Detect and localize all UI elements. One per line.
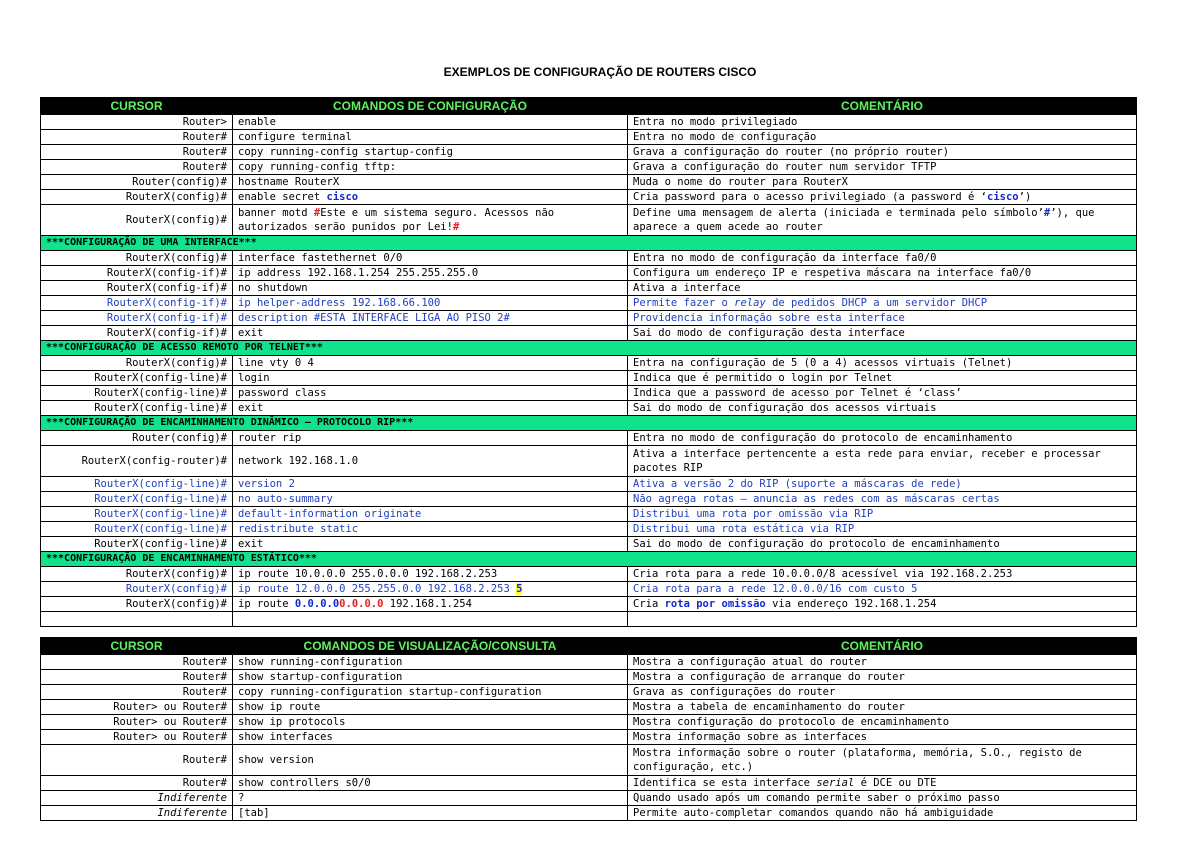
text-part: banner motd [238, 207, 314, 219]
command-cell: configure terminal [233, 130, 628, 145]
command-cell: copy running-configuration startup-configuration [233, 685, 628, 700]
text-part: via endereço 192.168.1.254 [765, 598, 937, 610]
text-part: ’), que aparece a quem acede ao router [633, 207, 1095, 233]
config-row [41, 145, 1137, 160]
config-row [41, 130, 1137, 145]
text-part: Cria [633, 598, 665, 610]
cursor-cell: RouterX(config-if)# [41, 326, 233, 341]
command-cell: copy running-config startup-config [233, 145, 628, 160]
config-row [41, 205, 1137, 236]
command-cell: line vty 0 4 [233, 356, 628, 371]
cursor-cell: Router# [41, 670, 233, 685]
comment-cell: Entra no modo de configuração da interface fa0/0 [628, 251, 1137, 266]
config-row [41, 597, 1137, 612]
config-row [41, 326, 1137, 341]
view-table [40, 637, 1137, 821]
red-marker: # [313, 207, 321, 219]
cursor-cell: Router(config)# [41, 431, 233, 446]
section-row [41, 552, 1137, 567]
spacer-row [41, 612, 1137, 627]
config-table [40, 97, 1137, 627]
view-row [41, 685, 1137, 700]
view-row [41, 806, 1137, 821]
command-cell: default-information originate [233, 507, 628, 522]
cursor-cell: Router# [41, 745, 233, 776]
text-part: Identifica se esta interface [633, 777, 817, 789]
section-title: ***CONFIGURAÇÃO DE UMA INTERFACE*** [41, 236, 1137, 251]
highlight-text: cisco [987, 191, 1019, 203]
command-cell: version 2 [233, 477, 628, 492]
config-row [41, 582, 1137, 597]
config-row [41, 296, 1137, 311]
cursor-cell: Router> ou Router# [41, 700, 233, 715]
comment-cell: Entra no modo de configuração do protocolo de encaminhamento [628, 431, 1137, 446]
comment-cell: Entra no modo privilegiado [628, 115, 1137, 130]
comment-cell: Ativa a interface pertencente a esta rede para enviar, receber e processar pacotes RIP [628, 446, 1137, 477]
command-cell: description #ESTA INTERFACE LIGA AO PISO 2# [233, 311, 628, 326]
comment-cell: Entra na configuração de 5 (0 a 4) acessos virtuais (Telnet) [628, 356, 1137, 371]
cursor-cell: RouterX(config)# [41, 582, 233, 597]
comment-cell [628, 190, 1137, 205]
comment-cell: Grava a configuração do router num servidor TFTP [628, 160, 1137, 175]
command-cell: show ip protocols [233, 715, 628, 730]
comment-cell [628, 296, 1137, 311]
config-row [41, 371, 1137, 386]
config-row [41, 537, 1137, 552]
command-cell: exit [233, 401, 628, 416]
cursor-cell: Router> ou Router# [41, 715, 233, 730]
command-cell: show interfaces [233, 730, 628, 745]
view-row [41, 776, 1137, 791]
comment-cell: Sai do modo de configuração dos acessos virtuais [628, 401, 1137, 416]
cursor-cell: Router# [41, 776, 233, 791]
comment-cell: Não agrega rotas – anuncia as redes com as máscaras certas [628, 492, 1137, 507]
command-cell: no shutdown [233, 281, 628, 296]
command-cell: router rip [233, 431, 628, 446]
command-cell: redistribute static [233, 522, 628, 537]
config-row [41, 190, 1137, 205]
config-row [41, 492, 1137, 507]
cursor-cell: RouterX(config)# [41, 356, 233, 371]
empty-cell [233, 612, 628, 627]
text-part: Permite fazer o [633, 297, 735, 309]
comment-cell: Mostra a configuração de arranque do router [628, 670, 1137, 685]
config-row [41, 401, 1137, 416]
comment-cell: Mostra informação sobre as interfaces [628, 730, 1137, 745]
italic-text: relay [734, 297, 766, 309]
cursor-cell: Router> [41, 115, 233, 130]
command-cell: hostname RouterX [233, 175, 628, 190]
text-part: de pedidos DHCP a um servidor DHCP [765, 297, 988, 309]
cursor-cell: RouterX(config)# [41, 190, 233, 205]
view-row [41, 670, 1137, 685]
cursor-cell: RouterX(config)# [41, 597, 233, 612]
text-part: Cria password para o acesso privilegiado (a password é ‘ [633, 191, 988, 203]
command-cell: enable [233, 115, 628, 130]
cursor-cell: Indiferente [41, 806, 233, 821]
text-part: é DCE ou DTE [854, 777, 937, 789]
text-part: Define uma mensagem de alerta (iniciada e terminada pelo símbolo’ [633, 207, 1044, 219]
section-row [41, 341, 1137, 356]
view-row [41, 730, 1137, 745]
cursor-cell: RouterX(config-line)# [41, 492, 233, 507]
comment-cell: Mostra informação sobre o router (plataforma, memória, S.O., registo de configuração, etc.) [628, 745, 1137, 776]
header-cursor: CURSOR [41, 98, 233, 115]
command-cell: ip helper-address 192.168.66.100 [233, 296, 628, 311]
bold-red-text: 0.0.0.0 [339, 598, 384, 610]
section-title: ***CONFIGURAÇÃO DE ENCAMINHAMENTO ESTÁTICO*** [41, 552, 1137, 567]
highlight-text: cisco [326, 191, 359, 203]
text-part: Este e um sistema seguro. Acessos não autorizados serão punidos por Lei! [238, 207, 555, 233]
config-row [41, 522, 1137, 537]
command-cell: show version [233, 745, 628, 776]
command-cell [233, 190, 628, 205]
config-row [41, 251, 1137, 266]
config-row [41, 160, 1137, 175]
comment-cell: Ativa a interface [628, 281, 1137, 296]
comment-cell: Muda o nome do router para RouterX [628, 175, 1137, 190]
comment-cell: Configura um endereço IP e respetiva máscara na interface fa0/0 [628, 266, 1137, 281]
cursor-cell: RouterX(config-router)# [41, 446, 233, 477]
config-row [41, 431, 1137, 446]
config-row [41, 386, 1137, 401]
comment-cell: Grava as configurações do router [628, 685, 1137, 700]
cursor-cell: RouterX(config)# [41, 205, 233, 236]
command-cell: exit [233, 326, 628, 341]
comment-cell [628, 597, 1137, 612]
view-row [41, 791, 1137, 806]
cursor-cell: Router> ou Router# [41, 730, 233, 745]
command-cell: copy running-config tftp: [233, 160, 628, 175]
comment-cell: Distribui uma rota por omissão via RIP [628, 507, 1137, 522]
view-row [41, 655, 1137, 670]
config-header-row [41, 98, 1137, 115]
cursor-cell: RouterX(config-line)# [41, 537, 233, 552]
config-rows [41, 115, 1137, 627]
command-cell: exit [233, 537, 628, 552]
comment-cell: Permite auto-completar comandos quando não há ambiguidade [628, 806, 1137, 821]
cursor-cell: RouterX(config-line)# [41, 477, 233, 492]
command-cell: ? [233, 791, 628, 806]
view-row [41, 700, 1137, 715]
command-cell: password class [233, 386, 628, 401]
cursor-cell: RouterX(config)# [41, 251, 233, 266]
comment-cell: Grava a configuração do router (no próprio router) [628, 145, 1137, 160]
cursor-cell: RouterX(config-line)# [41, 371, 233, 386]
comment-cell: Distribui uma rota estática via RIP [628, 522, 1137, 537]
header-comment: COMENTÁRIO [628, 638, 1137, 655]
command-cell: ip address 192.168.1.254 255.255.255.0 [233, 266, 628, 281]
section-title: ***CONFIGURAÇÃO DE ENCAMINHAMENTO DINÂMICO – PROTOCOLO RIP*** [41, 416, 1137, 431]
command-cell: show controllers s0/0 [233, 776, 628, 791]
command-cell [233, 597, 628, 612]
cursor-cell: RouterX(config-if)# [41, 281, 233, 296]
config-row [41, 175, 1137, 190]
cursor-cell: RouterX(config-if)# [41, 296, 233, 311]
section-row [41, 236, 1137, 251]
command-cell [233, 582, 628, 597]
cursor-cell: RouterX(config-line)# [41, 401, 233, 416]
comment-cell: Indica que a password de acesso por Telnet é ‘class’ [628, 386, 1137, 401]
comment-cell: Mostra a tabela de encaminhamento do router [628, 700, 1137, 715]
empty-cell [628, 612, 1137, 627]
cursor-cell: RouterX(config-line)# [41, 386, 233, 401]
cursor-cell: Router# [41, 160, 233, 175]
comment-cell: Cria rota para a rede 10.0.0.0/8 acessível via 192.168.2.253 [628, 567, 1137, 582]
bold-blue-text: rota por omissão [664, 598, 766, 610]
header-commands: COMANDOS DE CONFIGURAÇÃO [233, 98, 628, 115]
red-marker: # [452, 221, 460, 233]
config-row [41, 266, 1137, 281]
view-row [41, 745, 1137, 776]
bold-blue-text: 0.0.0.0 [294, 598, 340, 610]
config-row [41, 477, 1137, 492]
comment-cell [628, 776, 1137, 791]
empty-cell [41, 612, 233, 627]
cursor-cell: RouterX(config)# [41, 567, 233, 582]
cursor-cell: Router(config)# [41, 175, 233, 190]
command-cell: [tab] [233, 806, 628, 821]
text-part: ’) [1018, 191, 1032, 203]
config-row [41, 311, 1137, 326]
config-row [41, 507, 1137, 522]
comment-cell [628, 205, 1137, 236]
cursor-cell: RouterX(config-if)# [41, 266, 233, 281]
view-header-row [41, 638, 1137, 655]
cursor-cell: Indiferente [41, 791, 233, 806]
text-part: ip route [238, 598, 295, 610]
comment-cell: Mostra a configuração atual do router [628, 655, 1137, 670]
header-cursor: CURSOR [41, 638, 233, 655]
cursor-cell: RouterX(config-if)# [41, 311, 233, 326]
command-cell: interface fastethernet 0/0 [233, 251, 628, 266]
command-cell: network 192.168.1.0 [233, 446, 628, 477]
comment-cell: Sai do modo de configuração desta interface [628, 326, 1137, 341]
header-comment: COMENTÁRIO [628, 98, 1137, 115]
cursor-cell: Router# [41, 655, 233, 670]
comment-cell: Mostra configuração do protocolo de encaminhamento [628, 715, 1137, 730]
page-title: EXEMPLOS DE CONFIGURAÇÃO DE ROUTERS CISCO [443, 65, 757, 79]
config-row [41, 281, 1137, 296]
header-commands: COMANDOS DE VISUALIZAÇÃO/CONSULTA [233, 638, 628, 655]
comment-cell: Providencia informação sobre esta interface [628, 311, 1137, 326]
view-rows [41, 655, 1137, 821]
command-cell: login [233, 371, 628, 386]
comment-cell: Ativa a versão 2 do RIP (suporte a máscaras de rede) [628, 477, 1137, 492]
comment-cell: Cria rota para a rede 12.0.0.0/16 com custo 5 [628, 582, 1137, 597]
config-row [41, 356, 1137, 371]
text-part: ip route 12.0.0.0 255.255.0.0 192.168.2.253 [238, 583, 517, 595]
view-row [41, 715, 1137, 730]
comment-cell: Indica que é permitido o login por Telnet [628, 371, 1137, 386]
cursor-cell: Router# [41, 145, 233, 160]
highlight-text: 5 [516, 583, 523, 595]
command-cell: ip route 10.0.0.0 255.0.0.0 192.168.2.253 [233, 567, 628, 582]
cursor-cell: Router# [41, 685, 233, 700]
comment-cell: Entra no modo de configuração [628, 130, 1137, 145]
command-cell: show ip route [233, 700, 628, 715]
config-row [41, 567, 1137, 582]
italic-text: serial [816, 777, 855, 789]
config-row [41, 446, 1137, 477]
config-row [41, 115, 1137, 130]
comment-cell: Quando usado após um comando permite saber o próximo passo [628, 791, 1137, 806]
comment-cell: Sai do modo de configuração do protocolo de encaminhamento [628, 537, 1137, 552]
section-row [41, 416, 1137, 431]
cursor-cell: Router# [41, 130, 233, 145]
command-cell [233, 205, 628, 236]
cursor-cell: RouterX(config-line)# [41, 522, 233, 537]
cursor-cell: RouterX(config-line)# [41, 507, 233, 522]
section-title: ***CONFIGURAÇÃO DE ACESSO REMOTO POR TELNET*** [41, 341, 1137, 356]
command-cell: show startup-configuration [233, 670, 628, 685]
text-part: enable secret [238, 191, 327, 203]
highlight-text: # [1043, 207, 1051, 219]
text-part: 192.168.1.254 [383, 598, 472, 610]
command-cell: show running-configuration [233, 655, 628, 670]
command-cell: no auto-summary [233, 492, 628, 507]
